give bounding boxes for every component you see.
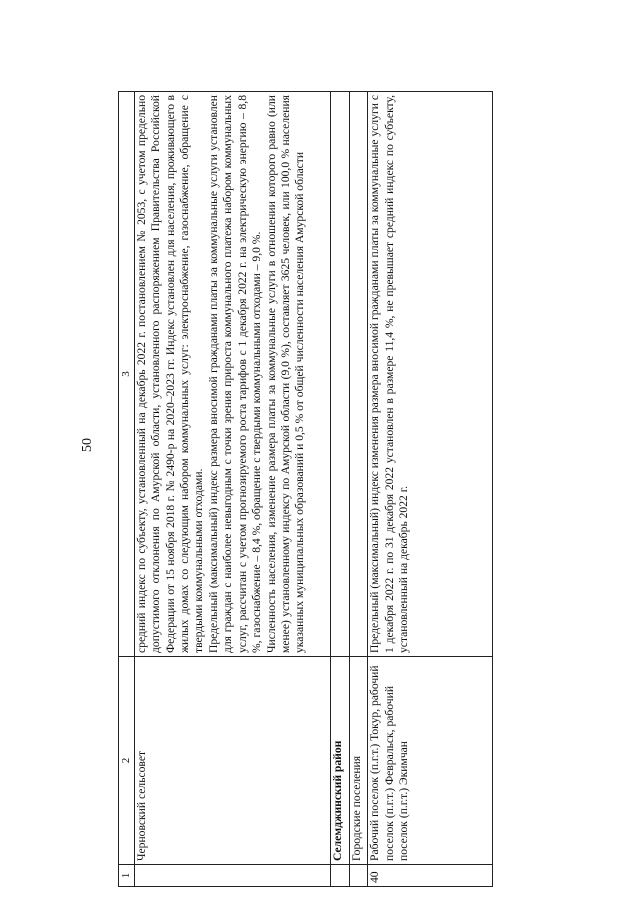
- row-number: [331, 865, 350, 887]
- row-number: [349, 865, 368, 887]
- header-col-2: 2: [119, 657, 135, 865]
- municipality-name: Черновский сельсовет: [134, 657, 331, 865]
- district-row: [331, 92, 350, 887]
- header-row: [119, 92, 135, 887]
- index-description: [368, 92, 493, 657]
- subgroup-name: Городские поселения: [349, 657, 368, 865]
- municipal-index-table: [118, 92, 493, 887]
- table-row: [368, 92, 493, 887]
- header-col-1: 1: [119, 865, 135, 887]
- empty-cell: [349, 92, 368, 657]
- description-paragraph: Численность населения, изменение размера платы за коммунальные услуги в отношении которого равно (или менее) установленному индексу по Амурской области (9,0 %), составляет 3625 человек, или 100,0 % населения указанных муниципальных образований и 0,5 % от общей численности населения Амурской области: [264, 95, 307, 653]
- header-col-3: 3: [119, 92, 135, 657]
- index-description: [134, 92, 331, 657]
- municipality-name: Рабочий поселок (п.г.т.) Токур, рабочий поселок (п.г.т.) Февральск, рабочий поселок (п.г.т.) Экимчан: [368, 657, 493, 865]
- page-number: 50: [80, 438, 95, 452]
- district-name: Селемджинский район: [331, 657, 350, 865]
- table-row: [134, 92, 331, 887]
- description-paragraph: Предельный (максимальный) индекс размера вносимой гражданами платы за коммунальные услуги установлен для граждан с наиболее невыгодным с точки зрения прироста коммунального платежа набором коммунальных услуг, рассчитан с учетом прогнозируемого роста тарифов с 1 декабря 2022 г. на электрическую энергию – 8,8 %, газоснабжение – 8,4 %, обращение с твердыми коммунальными отходами – 9,0 %.: [206, 95, 264, 653]
- description-paragraph: Предельный (максимальный) индекс изменения размера вносимой гражданами платы за коммунальные услуги с 1 декабря 2022 г. по 31 декабря 2022 установлен в размере 11,4 %, не превышает средний индекс по субъекту, установленный на декабрь 2022 г.: [368, 95, 411, 653]
- empty-cell: [331, 92, 350, 657]
- description-paragraph: средний индекс по субъекту, установленный на декабрь 2022 г. постановлением № 2053, с учетом предельно допустимого отклонения по Амурской области, установленного распоряжением Правительства Российской Федерации от 15 ноября 2018 г. № 2490-р на 2020–2023 гг. Индекс установлен для населения, проживающего в жилых домах со следующим набором коммунальных услуг: электроснабжение, газоснабжение, обращение с твердыми коммунальными отходами.: [134, 95, 206, 653]
- data-table: [118, 91, 493, 887]
- row-number: 40: [368, 865, 493, 887]
- subgroup-row: [349, 92, 368, 887]
- row-number: [134, 865, 331, 887]
